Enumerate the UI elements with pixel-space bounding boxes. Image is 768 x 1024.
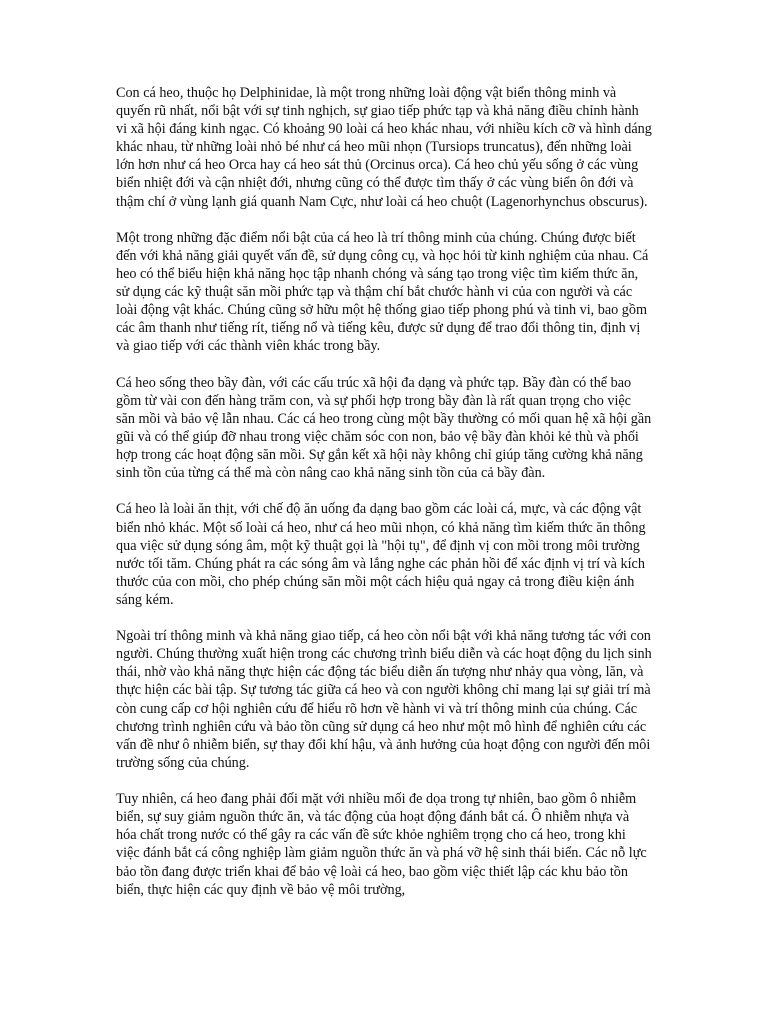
paragraph: Con cá heo, thuộc họ Delphinidae, là một trong những loài động vật biển thông minh và quyến rũ nhất, nổi bật với sự tinh nghịch, sự giao tiếp phức tạp và khả năng điều chỉnh hành vi xã hội đáng kinh ngạc. Có khoảng 90 loài cá heo khác nhau, với nhiều kích cỡ và hình dáng khác nhau, từ những loài nhỏ bé như cá heo mũi nhọn (Tursiops truncatus), đến những loài lớn hơn như cá heo Orca hay cá heo sát thủ (Orcinus orca). Cá heo chủ yếu sống ở các vùng biển nhiệt đới và cận nhiệt đới, nhưng cũng có thể được tìm thấy ở các vùng biển ôn đới và thậm chí ở vùng lạnh giá quanh Nam Cực, như loài cá heo chuột (Lagenorhynchus obscurus). <box>116 85 652 210</box>
paragraph: Ngoài trí thông minh và khả năng giao tiếp, cá heo còn nổi bật với khả năng tương tác với con người. Chúng thường xuất hiện trong các chương trình biểu diễn và các hoạt động du lịch sinh thái, nhờ vào khả năng thực hiện các động tác biểu diễn ấn tượng như nhảy qua vòng, lăn, và thực hiện các bài tập. Sự tương tác giữa cá heo và con người không chỉ mang lại sự giải trí mà còn cung cấp cơ hội nghiên cứu để hiểu rõ hơn về hành vi và trí thông minh của chúng. Các chương trình nghiên cứu và bảo tồn cũng sử dụng cá heo như một mô hình để nghiên cứu các vấn đề như ô nhiễm biển, sự thay đổi khí hậu, và ảnh hưởng của hoạt động con người đến môi trường sống của chúng. <box>116 628 652 771</box>
paragraph: Tuy nhiên, cá heo đang phải đối mặt với nhiều mối đe dọa trong tự nhiên, bao gồm ô nhiễm biển, sự suy giảm nguồn thức ăn, và tác động của hoạt động đánh bắt cá. Ô nhiễm nhựa và hóa chất trong nước có thể gây ra các vấn đề sức khỏe nghiêm trọng cho cá heo, trong khi việc đánh bắt cá công nghiệp làm giảm nguồn thức ăn và phá vỡ hệ sinh thái biển. Các nỗ lực bảo tồn đang được triển khai để bảo vệ loài cá heo, bao gồm việc thiết lập các khu bảo tồn biển, thực hiện các quy định về bảo vệ môi trường, <box>116 791 647 898</box>
paragraph: Một trong những đặc điểm nổi bật của cá heo là trí thông minh của chúng. Chúng được biết đến với khả năng giải quyết vấn đề, sử dụng công cụ, và học hỏi từ kinh nghiệm của nhau. Cá heo có thể biểu hiện khả năng học tập nhanh chóng và sáng tạo trong việc tìm kiếm thức ăn, sử dụng các kỹ thuật săn mồi phức tạp và thậm chí bắt chước hành vi của con người và các loài động vật khác. Chúng cũng sở hữu một hệ thống giao tiếp phong phú và tinh vi, bao gồm các âm thanh như tiếng rít, tiếng nổ và tiếng kêu, được sử dụng để trao đổi thông tin, định vị và giao tiếp với các thành viên khác trong bầy. <box>116 229 649 355</box>
paragraph: Cá heo sống theo bầy đàn, với các cấu trúc xã hội đa dạng và phức tạp. Bầy đàn có thể bao gồm từ vài con đến hàng trăm con, và sự phối hợp trong bầy đàn là rất quan trọng cho việc săn mồi và bảo vệ lẫn nhau. Các cá heo trong cùng một bầy thường có mối quan hệ xã hội gần gũi và có thể giúp đỡ nhau trong việc chăm sóc con non, bảo vệ bầy đàn khỏi kẻ thù và phối hợp trong các hoạt động săn mồi. Sự gắn kết xã hội này không chỉ giúp tăng cường khả năng sinh tồn của từng cá thể mà còn nâng cao khả năng sinh tồn của cả bầy đàn. <box>116 374 652 482</box>
document-body <box>116 84 652 917</box>
paragraph: Cá heo là loài ăn thịt, với chế độ ăn uống đa dạng bao gồm các loài cá, mực, và các động vật biển nhỏ khác. Một số loài cá heo, như cá heo mũi nhọn, có khả năng tìm kiếm thức ăn thông qua việc sử dụng sóng âm, một kỹ thuật gọi là "hội tụ", để định vị con mồi trong môi trường nước tối tăm. Chúng phát ra các sóng âm và lắng nghe các phản hồi để xác định vị trí và kích thước của con mồi, cho phép chúng săn mồi một cách hiệu quả ngay cả trong điều kiện ánh sáng kém. <box>116 501 646 608</box>
